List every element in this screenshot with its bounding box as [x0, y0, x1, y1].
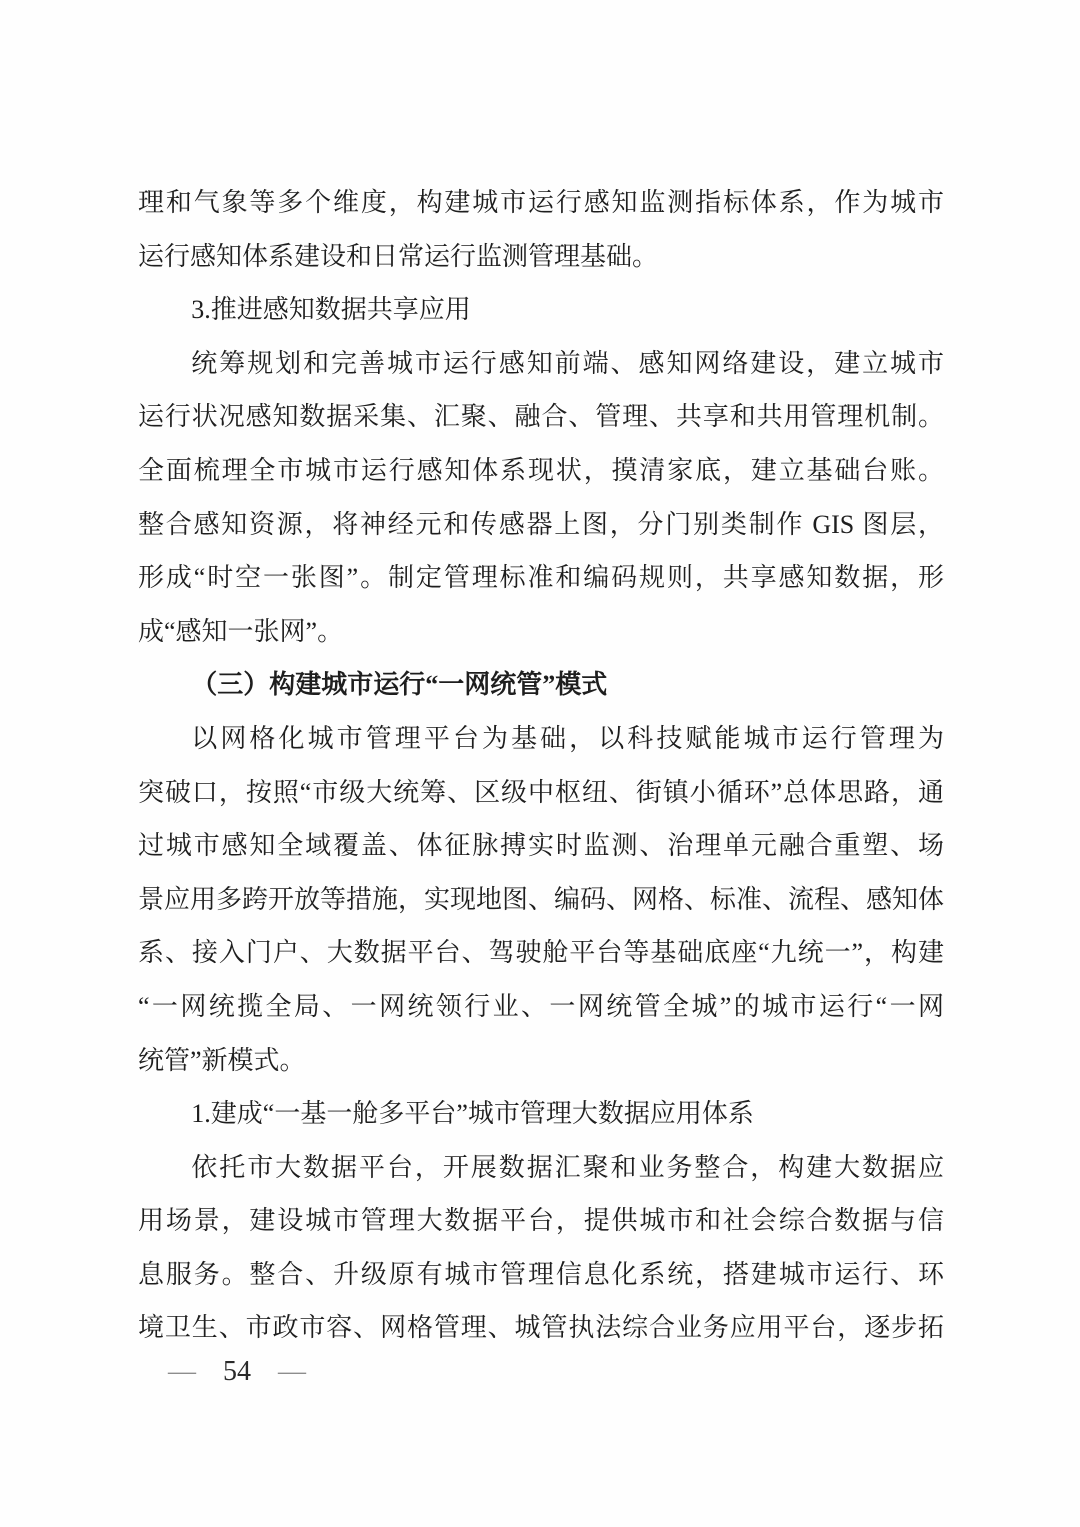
text-line: 景应用多跨开放等措施，实现地图、编码、网格、标准、流程、感知体	[138, 884, 944, 914]
document-text-block	[138, 176, 944, 1355]
text-line: 突破口，按照“市级大统筹、区级中枢纽、街镇小循环”总体思路，通	[138, 777, 944, 807]
text-line: 成“感知一张网”。	[138, 616, 344, 646]
text-line: 息服务。整合、升级原有城市管理信息化系统，搭建城市运行、环	[138, 1259, 944, 1289]
page-footer	[168, 1352, 306, 1392]
text-line: 运行感知体系建设和日常运行监测管理基础。	[138, 241, 659, 271]
page-number: 54	[223, 1356, 251, 1387]
text-line: 理和气象等多个维度，构建城市运行感知监测指标体系，作为城市	[138, 188, 944, 217]
text-line: 用场景，建设城市管理大数据平台，提供城市和社会综合数据与信	[138, 1206, 944, 1236]
heading-line: 1.建成“一基一舱多平台”城市管理大数据应用体系	[191, 1099, 754, 1129]
text-line: 形成“时空一张图”。制定管理标准和编码规则，共享感知数据，形	[138, 563, 944, 593]
heading-line: （三）构建城市运行“一网统管”模式	[191, 670, 608, 700]
footer-dash-right: —	[278, 1356, 306, 1387]
heading-line: 3.推进感知数据共享应用	[191, 295, 471, 325]
text-line: 全面梳理全市城市运行感知体系现状，摸清家底，建立基础台账。	[138, 455, 944, 485]
text-line: 统管”新模式。	[138, 1045, 306, 1075]
text-line: 依托市大数据平台，开展数据汇聚和业务整合，构建大数据应	[191, 1152, 944, 1182]
text-line: 运行状况感知数据采集、汇聚、融合、管理、共享和共用管理机制。	[138, 402, 944, 432]
text-line: “一网统揽全局、一网统领行业、一网统管全城”的城市运行“一网	[138, 991, 944, 1021]
text-line: 境卫生、市政市容、网格管理、城管执法综合业务应用平台，逐步拓	[138, 1313, 944, 1343]
text-line: 以网格化城市管理平台为基础，以科技赋能城市运行管理为	[191, 723, 944, 753]
footer-dash-left: —	[168, 1356, 196, 1387]
text-line: 统筹规划和完善城市运行感知前端、感知网络建设，建立城市	[191, 348, 944, 378]
text-line: 过城市感知全域覆盖、体征脉搏实时监测、治理单元融合重塑、场	[138, 831, 944, 861]
text-line: 整合感知资源，将神经元和传感器上图，分门别类制作 GIS 图层，	[138, 509, 944, 539]
text-line: 系、接入门户、大数据平台、驾驶舱平台等基础底座“九统一”，构建	[138, 938, 944, 968]
